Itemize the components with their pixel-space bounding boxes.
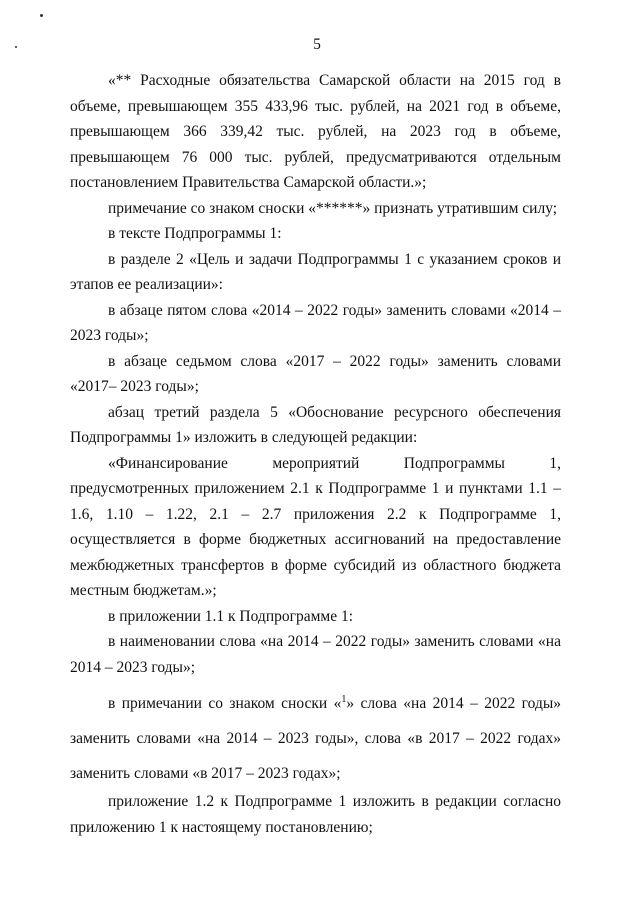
paragraph: в абзаце седьмом слова «2017 – 2022 годы» заменить словами «2017– 2023 годы»; [70, 352, 561, 395]
paragraph: в приложении 1.1 к Подпрограмме 1: [108, 607, 354, 625]
footnote-superscript: 1 [341, 694, 347, 705]
footnote-paragraph-block [70, 682, 561, 791]
body-text [70, 68, 561, 680]
paragraph: в разделе 2 «Цель и задачи Подпрограммы 1 с указанием сроков и этапов ее реализации»: [70, 250, 561, 293]
paragraph: в тексте Подпрограммы 1: [108, 225, 282, 242]
page-number: 5 [313, 36, 321, 53]
paragraph: в наименовании слова «на 2014 – 2022 годы» заменить словами «на 2014 – 2023 годы»; [70, 633, 561, 676]
footnote-text-before: в примечании со знаком сноски « [108, 695, 342, 713]
footnote-text-after: » слова «на 2014 – 2022 годы» заменить словами «на 2014 – 2023 годы», слова «в 2017 – 2022 годах» заменить словами «в 2017 – 2023 годах»; [70, 695, 561, 783]
paragraph: в абзаце пятом слова «2014 – 2022 годы» заменить словами «2014 – 2023 годы»; [70, 301, 561, 344]
final-text [70, 789, 561, 840]
paragraph: «** Расходные обязательства Самарской области на 2015 год в объеме, превышающем 355 433,96 тыс. рублей, на 2021 год в объеме, превышающем 366 339,42 тыс. рублей, на 2023 год в объеме, превышающем 76 000 тыс. рублей, предусматриваются отдельным постановлением Правительства Самарской области.»; [70, 72, 561, 191]
paragraph: примечание со знаком сноски «******» признать утратившим силу; [108, 199, 558, 217]
scan-speck [40, 14, 43, 17]
footnote-paragraph [70, 682, 561, 791]
paragraph: приложение 1.2 к Подпрограмме 1 изложить в редакции согласно приложению 1 к настоящему постановлению; [70, 793, 561, 836]
paragraph: абзац третий раздела 5 «Обоснование ресурсного обеспечения Подпрограммы 1» изложить в следующей редакции: [70, 403, 561, 446]
paragraph: «Финансирование мероприятий Подпрограммы 1, предусмотренных приложением 2.1 к Подпрограмме 1 и пунктами 1.1 – 1.6, 1.10 – 1.22, 2.1 – 2.7 приложения 2.2 к Подпрограмме 1, осуществляется в форме бюджетных ассигнований на предоставление межбюджетных трансфертов в форме субсидий из областного бюджета местным бюджетам.»; [70, 454, 561, 599]
